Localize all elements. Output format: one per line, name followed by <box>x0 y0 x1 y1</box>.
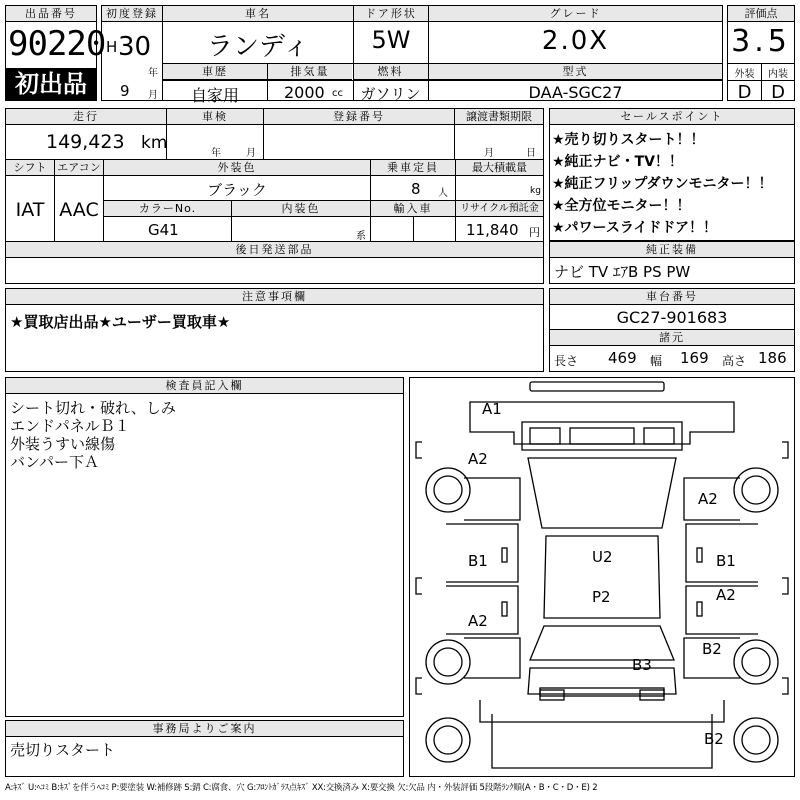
damage-mark: A2 <box>468 612 488 630</box>
inspector-line: エンドパネルＢ１ <box>10 417 130 435</box>
equipment-label: 純正装備 <box>550 242 794 258</box>
damage-mark: A2 <box>468 450 488 468</box>
damage-mark: A2 <box>716 586 736 604</box>
lot-label: 出品番号 <box>6 6 96 22</box>
displacement-value: 2000 <box>284 83 325 102</box>
damage-mark: B1 <box>716 552 736 570</box>
car-name-value: ランディ <box>207 32 309 62</box>
displacement-label: 排気量 <box>268 64 352 80</box>
inspection-month-unit: 月 <box>246 148 256 159</box>
mileage-label: 走行 <box>6 109 166 125</box>
sales-point: ★純正ナビ・TV！！ <box>552 154 683 170</box>
first-reg-month-unit: 月 <box>148 90 158 101</box>
notes-label: 注意事項欄 <box>6 289 543 305</box>
height-label: 高さ <box>722 354 747 368</box>
capacity-label: 乗車定員 <box>371 160 455 176</box>
width-label: 幅 <box>650 354 663 368</box>
mileage-unit: km <box>141 133 168 153</box>
office-value: 売切りスタート <box>10 741 116 759</box>
vehicle-header-box <box>101 5 723 105</box>
height-value: 186 <box>758 349 787 367</box>
inspector-line: バンパー下Ａ <box>10 453 99 471</box>
damage-diagram <box>409 377 795 777</box>
sales-point: ★売り切りスタート！！ <box>552 132 705 148</box>
door-label: ドア形状 <box>354 6 428 22</box>
inspector-line: 外装うすい線傷 <box>10 435 116 453</box>
fuel-label: 燃料 <box>353 64 428 80</box>
aircon-value: AAC <box>59 199 99 221</box>
lot-number: 90220 <box>8 24 106 64</box>
aircon-label: エアコン <box>55 160 103 176</box>
notes-box <box>5 288 544 372</box>
grade-value: 2.0X <box>541 26 610 56</box>
sales-point: ★パワースライドドア！！ <box>552 220 718 236</box>
length-label: 長さ <box>554 354 579 368</box>
office-label: 事務局よりご案内 <box>6 721 403 737</box>
equipment-value: ナビ TV ｴｱB PS PW <box>554 263 691 281</box>
damage-mark: P2 <box>592 588 611 606</box>
max-load-label: 最大積載量 <box>456 160 543 176</box>
interior-color-unit: 系 <box>356 231 366 242</box>
score-value: 3.5 <box>731 24 791 59</box>
history-label: 車歴 <box>163 64 267 80</box>
first-listing-badge: 初出品 <box>6 68 96 100</box>
first-reg-year-unit: 年 <box>148 68 158 79</box>
sales-point: ★全方位モニター！！ <box>552 198 691 214</box>
int-score-value: D <box>771 82 785 103</box>
model-label: 型式 <box>429 64 722 80</box>
inspection-year-unit: 年 <box>211 148 221 159</box>
car-name-label: 車名 <box>163 6 353 22</box>
score-label: 評価点 <box>728 6 794 22</box>
first-reg-label: 初度登録 <box>102 6 162 22</box>
inspector-label: 検査員記入欄 <box>6 378 403 394</box>
exterior-color-value: ブラック <box>207 181 267 199</box>
interior-color-label: 内装色 <box>232 201 370 217</box>
inspection-label: 車検 <box>167 109 263 125</box>
shift-label: シフト <box>6 160 54 176</box>
chassis-value: GC27-901683 <box>616 308 728 327</box>
recycle-unit: 円 <box>529 226 540 239</box>
max-load-unit: kg <box>530 186 541 196</box>
first-reg-era: H <box>106 38 118 56</box>
equipment-box <box>549 241 795 284</box>
length-value: 469 <box>608 349 637 367</box>
inspector-box <box>5 377 404 717</box>
mileage-value: 149,423 <box>46 131 125 153</box>
capacity-value: 8 <box>411 180 421 198</box>
transfer-month-unit: 月 <box>484 148 494 159</box>
first-reg-month: 9 <box>120 82 130 100</box>
ext-score-value: D <box>737 82 752 103</box>
color-no-value: G41 <box>148 221 179 239</box>
damage-mark: B1 <box>468 552 488 570</box>
damage-mark: A2 <box>698 490 718 508</box>
damage-mark: B2 <box>704 730 724 748</box>
int-score-label: 内装 <box>768 69 788 80</box>
sales-points-box <box>549 108 795 241</box>
fuel-value: ガソリン <box>360 85 421 103</box>
inspector-line: シート切れ・破れ、しみ <box>10 399 176 417</box>
history-value: 自家用 <box>190 86 239 105</box>
notes-value: ★買取店出品★ユーザー買取車★ <box>10 313 231 331</box>
office-box <box>5 720 404 777</box>
displacement-unit: cc <box>332 88 343 99</box>
lot-box <box>5 5 106 101</box>
shift-value: IAT <box>15 199 45 221</box>
transfer-label: 譲渡書類期限 <box>455 109 543 125</box>
chassis-box <box>549 288 795 372</box>
recycle-label: リサイクル預託金 <box>456 201 543 217</box>
ext-score-label: 外装 <box>734 69 755 80</box>
capacity-unit: 人 <box>438 188 448 199</box>
sales-label: セールスポイント <box>550 109 794 125</box>
import-label: 輸入車 <box>371 201 455 217</box>
damage-mark: U2 <box>592 548 613 566</box>
exterior-color-label: 外装色 <box>104 160 370 176</box>
damage-mark: B2 <box>702 640 722 658</box>
width-value: 169 <box>680 349 709 367</box>
car-outline-diagram <box>410 378 794 776</box>
later-parts-label: 後日発送部品 <box>6 242 543 258</box>
plate-label: 登録番号 <box>264 109 454 125</box>
damage-mark: B3 <box>632 656 652 674</box>
first-reg-year: 30 <box>118 32 152 62</box>
chassis-label: 車台番号 <box>550 289 794 305</box>
sales-point: ★純正フリップダウンモニター！！ <box>552 176 773 192</box>
dims-label: 諸元 <box>550 330 794 346</box>
score-box <box>727 5 795 101</box>
details-box <box>5 108 544 284</box>
transfer-day-unit: 日 <box>526 148 536 159</box>
grade-label: グレード <box>429 6 722 22</box>
door-value: 5W <box>371 26 411 54</box>
legend-text: A:ｷｽﾞ U:ﾍｺﾐ B:ｷｽﾞを伴うﾍｺﾐ P:要塗装 W:補修跡 S:錆 C:腐食、穴 G:ﾌﾛﾝﾄｶﾞﾗｽ点ｷｽﾞ XX:交換済み X:要交換 欠:欠品 内・外装評価 5段階ﾗﾝｸ順(A・B・C・D・E) 2 <box>5 783 598 793</box>
model-value: DAA-SGC27 <box>528 83 623 102</box>
color-no-label: カラーNo. <box>104 201 231 217</box>
damage-mark: A1 <box>482 400 502 418</box>
recycle-value: 11,840 <box>466 221 519 239</box>
